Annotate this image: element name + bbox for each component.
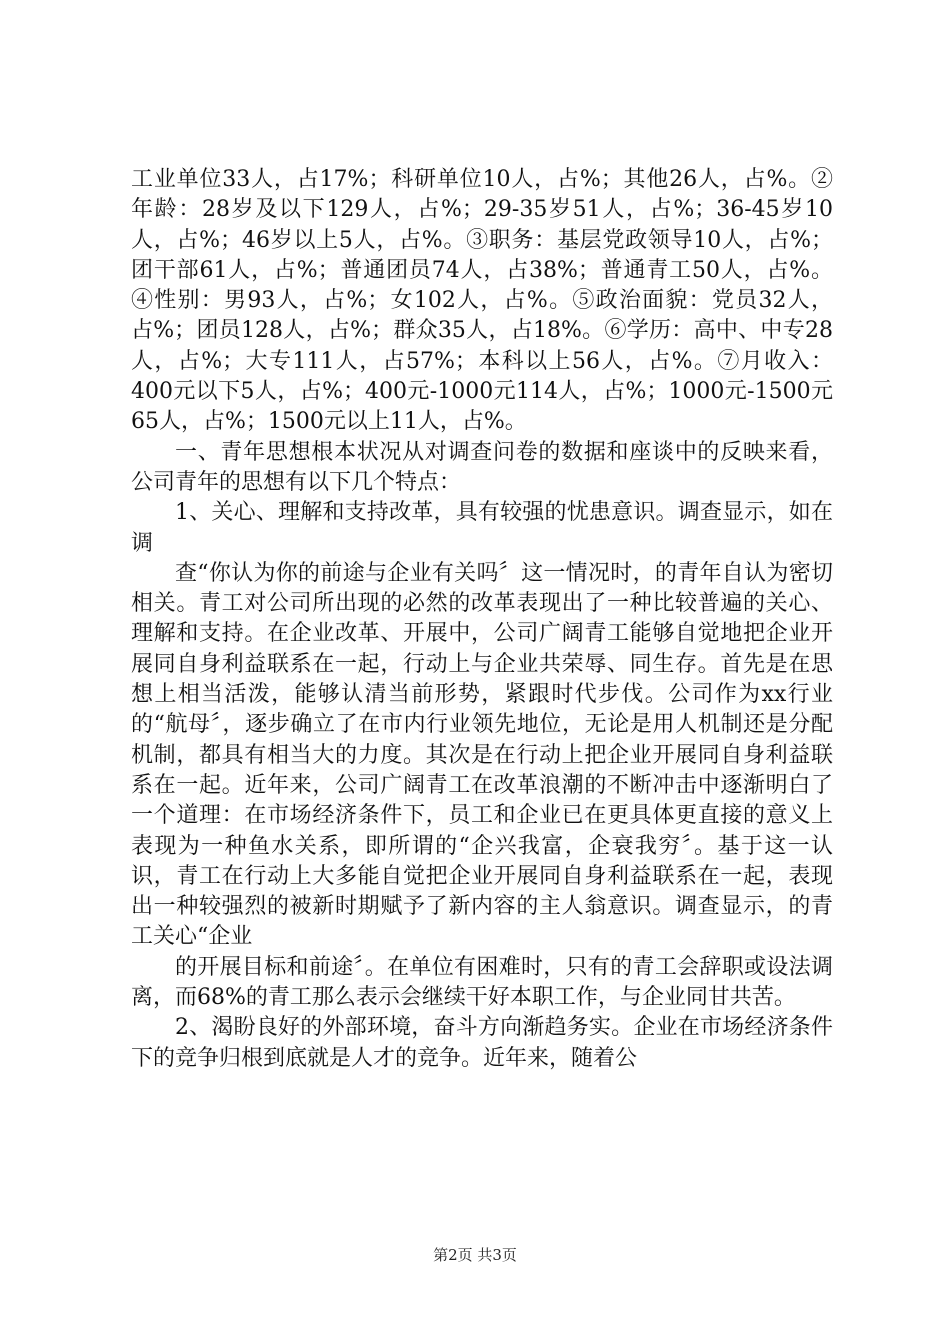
paragraph-survey-stats: 工业单位33人，占17%；科研单位10人，占%；其他26人，占%。②年龄：28岁及以下129人，占%；29-35岁51人，占%；36-45岁10人，占%；46岁以上5人，占%。③职务：基层党政领导10人，占%；团干部61人，占%；普通团员74人，占38%；普通青工50人，占%。④性别：男93人，占%；女102人，占%。⑤政治面貌：党员32人，占%；团员128人，占%；群众35人，占18%。⑥学历：高中、中专28人，占%；大专111人，占57%；本科以上56人，占%。⑦月收入：400元以下5人，占%；400元-1000元114人，占%；1000元-1500元65人，占%；1500元以上11人，占%。: [131, 167, 833, 435]
paragraph-point-1-conclusion: 的开展目标和前途〞。在单位有困难时，只有的青工会辞职或设法调离，而68%的青工那么表示会继续干好本职工作，与企业同甘共苦。: [131, 954, 833, 1011]
paragraph-section-heading: 一、青年思想根本状况从对调查问卷的数据和座谈中的反映来看，公司青年的思想有以下几个特点：: [131, 439, 833, 495]
paragraph-point-1-intro: 1、关心、理解和支持改革，具有较强的忧患意识。调查显示，如在调: [131, 500, 833, 556]
page-footer: 第2页 共3页: [433, 1246, 517, 1264]
document-body: [131, 165, 833, 1074]
paragraph-point-1-body: 查“你认为你的前途与企业有关吗〞这一情况时，的青年自认为密切相关。青工对公司所出现的必然的改革表现出了一种比较普遍的关心、理解和支持。在企业改革、开展中，公司广阔青工能够自觉地把企业开展同自身利益联系在一起，行动上与企业共荣辱、同生存。首先是在思想上相当活泼，能够认清当前形势，紧跟时代步伐。公司作为xx行业的“航母〞，逐步确立了在市内行业领先地位，无论是用人机制还是分配机制，都具有相当大的力度。其次是在行动上把企业开展同自身利益联系在一起。近年来，公司广阔青工在改革浪潮的不断冲击中逐渐明白了一个道理：在市场经济条件下，员工和企业已在更具体更直接的意义上表现为一种鱼水关系，即所谓的“企兴我富，企衰我穷〞。基于这一认识，青工在行动上大多能自觉把企业开展同自身利益联系在一起，表现出一种较强烈的被新时期赋予了新内容的主人翁意识。调查显示，的青工关心“企业: [131, 560, 833, 950]
paragraph-point-2: 2、渴盼良好的外部环境，奋斗方向渐趋务实。企业在市场经济条件下的竞争归根到底就是人才的竞争。近年来，随着公: [131, 1015, 833, 1071]
